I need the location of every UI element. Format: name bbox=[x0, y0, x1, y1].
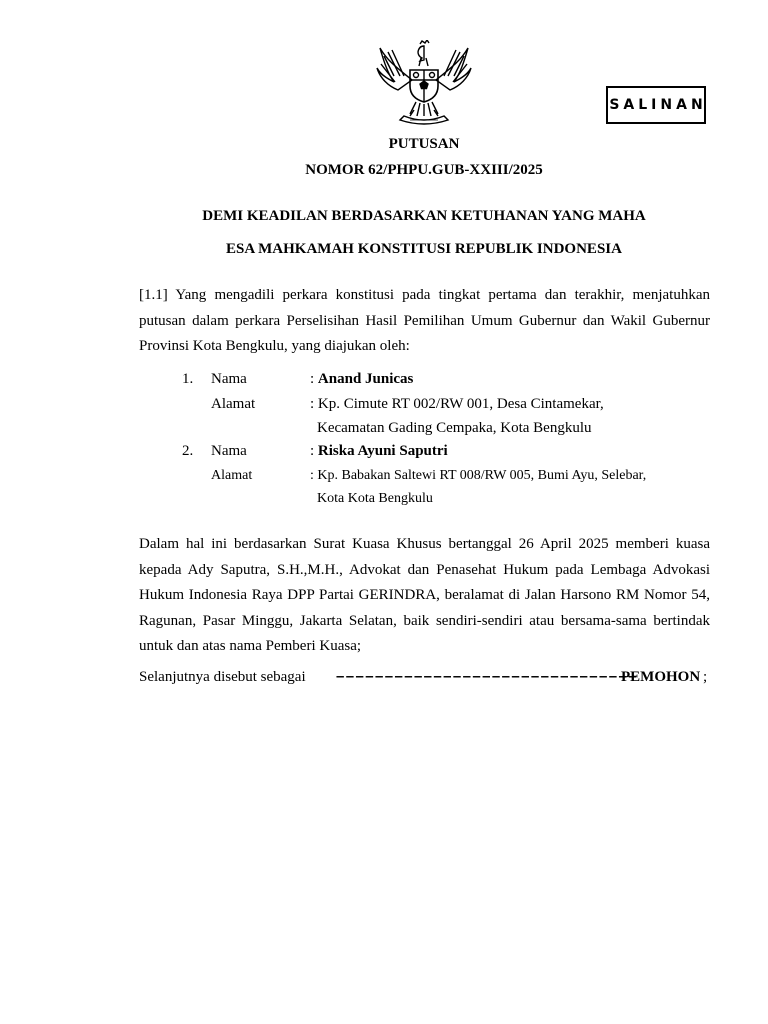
party-1-name-label: Nama bbox=[211, 371, 247, 387]
party-2-name-row bbox=[310, 441, 448, 461]
party-2-address-line-2: Kota Kota Bengkulu bbox=[317, 491, 433, 506]
designation-dashes: ––––––––––––––––––––––––––––––– bbox=[336, 668, 639, 685]
designation-role: PEMOHON bbox=[621, 669, 701, 685]
designation-label: Selanjutnya disebut sebagai bbox=[139, 669, 306, 685]
party-2-address-label: Alamat bbox=[211, 468, 253, 483]
garuda-emblem-icon bbox=[374, 40, 474, 126]
party-2-name-label: Nama bbox=[211, 443, 247, 459]
invocation-line-2: ESA MAHKAMAH KONSTITUSI REPUBLIK INDONESIA bbox=[226, 241, 622, 257]
party-1-address-line-2: Kecamatan Gading Cempaka, Kota Bengkulu bbox=[317, 420, 592, 436]
party-2-number: 2. bbox=[182, 443, 194, 459]
decision-number: NOMOR 62/PHPU.GUB-XXIII/2025 bbox=[305, 162, 543, 178]
designation-terminator: ; bbox=[703, 669, 708, 685]
party-2-name: Riska Ayuni Saputri bbox=[317, 443, 448, 459]
opening-paragraph: [1.1] Yang mengadili perkara konstitusi pada tingkat pertama dan terakhir, menjatuhkan putusan dalam perkara Perselisihan Hasil Pemilihan Umum Gubernur dan Wakil Gubernur Provinsi Kota Bengkulu, yang diajukan oleh: bbox=[139, 287, 710, 354]
salinan-badge: SALINAN bbox=[606, 86, 706, 124]
party-2-name-colon: : bbox=[310, 443, 315, 459]
document-title: PUTUSAN bbox=[388, 136, 460, 152]
party-1-address-line-1: : Kp. Cimute RT 002/RW 001, Desa Cintamekar, bbox=[310, 396, 604, 412]
invocation-line-1: DEMI KEADILAN BERDASARKAN KETUHANAN YANG MAHA bbox=[202, 208, 646, 224]
power-of-attorney-paragraph: Dalam hal ini berdasarkan Surat Kuasa Khusus bertanggal 26 April 2025 memberi kuasa kepada Ady Saputra, S.H.,M.H., Advokat dan Penasehat Hukum pada Lembaga Advokasi Hukum Indonesia Raya DPP Partai GERINDRA, beralamat di Jalan Harsono RM Nomor 54, Ragunan, Pasar Minggu, Jakarta Selatan, baik sendiri-sendiri atau bersama-sama bertindak untuk dan atas nama Pemberi Kuasa; bbox=[139, 536, 710, 654]
party-2-address-line-1: : Kp. Babakan Saltewi RT 008/RW 005, Bumi Ayu, Selebar, bbox=[310, 468, 647, 483]
party-1-name: Anand Junicas bbox=[317, 371, 414, 387]
party-1-name-colon: : bbox=[310, 371, 315, 387]
designation-line bbox=[139, 667, 719, 687]
party-1-address-label: Alamat bbox=[211, 396, 256, 412]
party-1-name-row bbox=[310, 369, 413, 389]
party-1-number: 1. bbox=[182, 371, 194, 387]
